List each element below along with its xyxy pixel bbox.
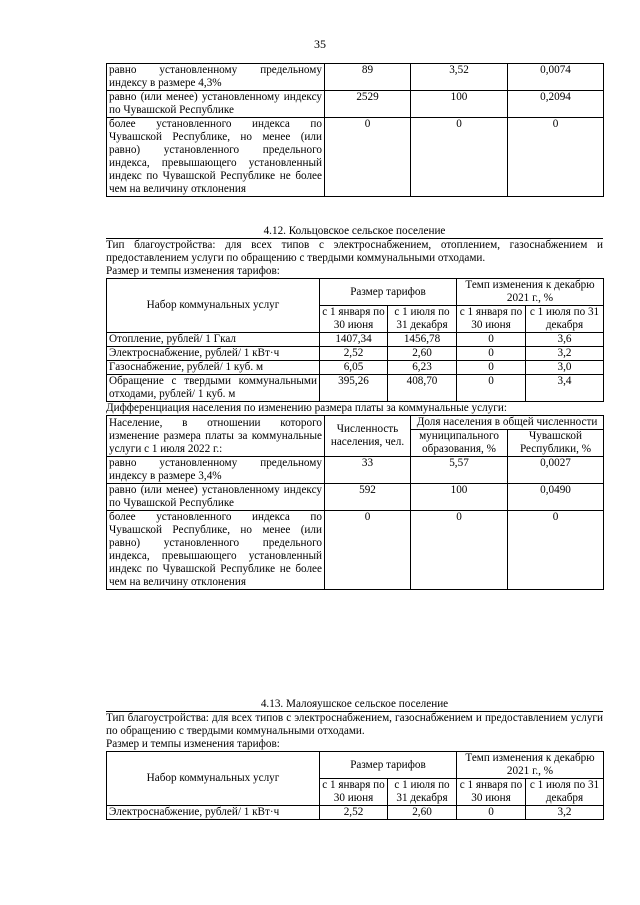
row-count: 0 bbox=[325, 118, 411, 197]
row-jan: 2,52 bbox=[320, 347, 388, 361]
table-row bbox=[107, 361, 604, 375]
improvement-type: Тип благоустройства: для всех типов с электроснабжением, отоплением, газоснабжением и предоставлением услуги по обращению с твердыми коммунальными отходами. bbox=[106, 239, 603, 264]
col-services: Набор коммунальных услуг bbox=[107, 752, 320, 806]
row-service: Электроснабжение, рублей/ 1 кВт·ч bbox=[107, 806, 320, 820]
table-row bbox=[107, 333, 604, 347]
row-jan: 395,26 bbox=[320, 375, 388, 402]
row-rate-jul: 3,6 bbox=[526, 333, 604, 347]
row-count: 89 bbox=[325, 64, 411, 91]
row-jul: 2,60 bbox=[388, 347, 457, 361]
table-row bbox=[107, 511, 604, 590]
tariff-heading: Размер и темпы изменения тарифов: bbox=[106, 265, 280, 277]
row-jan: 6,05 bbox=[320, 361, 388, 375]
row-republic: 0,0074 bbox=[508, 64, 604, 91]
row-municipal: 100 bbox=[411, 484, 508, 511]
row-municipal: 100 bbox=[411, 91, 508, 118]
row-jul: 6,23 bbox=[388, 361, 457, 375]
row-rate-jul: 3,2 bbox=[526, 347, 604, 361]
table-row bbox=[107, 91, 604, 118]
row-jan: 2,52 bbox=[320, 806, 388, 820]
table-row bbox=[107, 375, 604, 402]
sub-rate-jan: с 1 января по 30 июня bbox=[457, 306, 526, 333]
sub-jan: с 1 января по 30 июня bbox=[320, 779, 388, 806]
sub-municipal: муниципального образования, % bbox=[411, 430, 508, 457]
tariff-heading: Размер и темпы изменения тарифов: bbox=[106, 738, 280, 750]
col-size: Размер тарифов bbox=[320, 752, 457, 779]
row-republic: 0,0490 bbox=[508, 484, 604, 511]
row-municipal: 3,52 bbox=[411, 64, 508, 91]
sub-rate-jan: с 1 января по 30 июня bbox=[457, 779, 526, 806]
section-4-13 bbox=[106, 698, 603, 820]
table-row bbox=[107, 484, 604, 511]
col-rate: Темп изменения к декабрю 2021 г., % bbox=[457, 752, 604, 779]
row-municipal: 5,57 bbox=[411, 457, 508, 484]
improvement-type: Тип благоустройства: для всех типов с электроснабжением, газоснабжением и предоставлением услуги по обращению с твердыми коммунальными отходами. bbox=[106, 712, 603, 737]
row-count: 592 bbox=[325, 484, 411, 511]
row-republic: 0 bbox=[508, 511, 604, 590]
table-row bbox=[107, 347, 604, 361]
table-row bbox=[107, 118, 604, 197]
row-label: равно (или менее) установленному индексу по Чувашской Республике bbox=[107, 91, 325, 118]
section-title: 4.12. Кольцовское сельское поселение bbox=[106, 225, 603, 239]
table-row bbox=[107, 64, 604, 91]
sub-rate-jul: с 1 июля по 31 декабря bbox=[526, 779, 604, 806]
table-row bbox=[107, 806, 604, 820]
row-rate-jan: 0 bbox=[457, 375, 526, 402]
row-republic: 0 bbox=[508, 118, 604, 197]
row-count: 0 bbox=[325, 511, 411, 590]
row-count: 2529 bbox=[325, 91, 411, 118]
col-services: Набор коммунальных услуг bbox=[107, 279, 320, 333]
row-republic: 0,0027 bbox=[508, 457, 604, 484]
row-jul: 2,60 bbox=[388, 806, 457, 820]
row-label: равно установленному предельному индексу в размере 4,3% bbox=[107, 64, 325, 91]
sub-jul: с 1 июля по 31 декабря bbox=[388, 779, 457, 806]
row-label: равно установленному предельному индексу в размере 3,4% bbox=[107, 457, 325, 484]
row-municipal: 0 bbox=[411, 118, 508, 197]
col-size: Размер тарифов bbox=[320, 279, 457, 306]
row-jan: 1407,34 bbox=[320, 333, 388, 347]
col-rate: Темп изменения к декабрю 2021 г., % bbox=[457, 279, 604, 306]
top-population-table bbox=[106, 63, 603, 197]
row-label: более установленного индекса по Чувашской Республике, но менее (или равно) установленного предельного индекса, превышающего установленный индекс по Чувашской Республике не более чем на величину отклонения bbox=[107, 118, 325, 197]
sub-republic: Чувашской Республики, % bbox=[508, 430, 604, 457]
row-rate-jan: 0 bbox=[457, 361, 526, 375]
sub-rate-jul: с 1 июля по 31 декабря bbox=[526, 306, 604, 333]
row-label: равно (или менее) установленному индексу по Чувашской Республике bbox=[107, 484, 325, 511]
col-population: Население, в отношении которого изменение размера платы за коммунальные услуги с 1 июля 2022 г.: bbox=[107, 416, 325, 457]
section-title: 4.13. Малояушское сельское поселение bbox=[106, 698, 603, 712]
row-rate-jan: 0 bbox=[457, 806, 526, 820]
row-label: более установленного индекса по Чувашской Республике, но менее (или равно) установленного предельного индекса, превышающего установленный индекс по Чувашской Республике не более чем на величину отклонения bbox=[107, 511, 325, 590]
row-count: 33 bbox=[325, 457, 411, 484]
row-municipal: 0 bbox=[411, 511, 508, 590]
population-table bbox=[106, 415, 604, 590]
row-service: Газоснабжение, рублей/ 1 куб. м bbox=[107, 361, 320, 375]
row-service: Электроснабжение, рублей/ 1 кВт·ч bbox=[107, 347, 320, 361]
row-jul: 408,70 bbox=[388, 375, 457, 402]
section-4-12 bbox=[106, 225, 603, 590]
row-rate-jan: 0 bbox=[457, 333, 526, 347]
tariff-table bbox=[106, 751, 604, 820]
row-rate-jul: 3,2 bbox=[526, 806, 604, 820]
row-jul: 1456,78 bbox=[388, 333, 457, 347]
row-service: Обращение с твердыми коммунальными отходами, рублей/ 1 куб. м bbox=[107, 375, 320, 402]
row-rate-jan: 0 bbox=[457, 347, 526, 361]
row-republic: 0,2094 bbox=[508, 91, 604, 118]
col-share: Доля населения в общей численности bbox=[411, 416, 604, 430]
sub-jan: с 1 января по 30 июня bbox=[320, 306, 388, 333]
row-rate-jul: 3,0 bbox=[526, 361, 604, 375]
row-service: Отопление, рублей/ 1 Гкал bbox=[107, 333, 320, 347]
diff-heading: Дифференциация населения по изменению размера платы за коммунальные услуги: bbox=[106, 402, 507, 414]
table-row bbox=[107, 457, 604, 484]
page-number: 35 bbox=[314, 37, 326, 51]
tariff-table bbox=[106, 278, 604, 402]
col-count: Численность населения, чел. bbox=[325, 416, 411, 457]
sub-jul: с 1 июля по 31 декабря bbox=[388, 306, 457, 333]
row-rate-jul: 3,4 bbox=[526, 375, 604, 402]
